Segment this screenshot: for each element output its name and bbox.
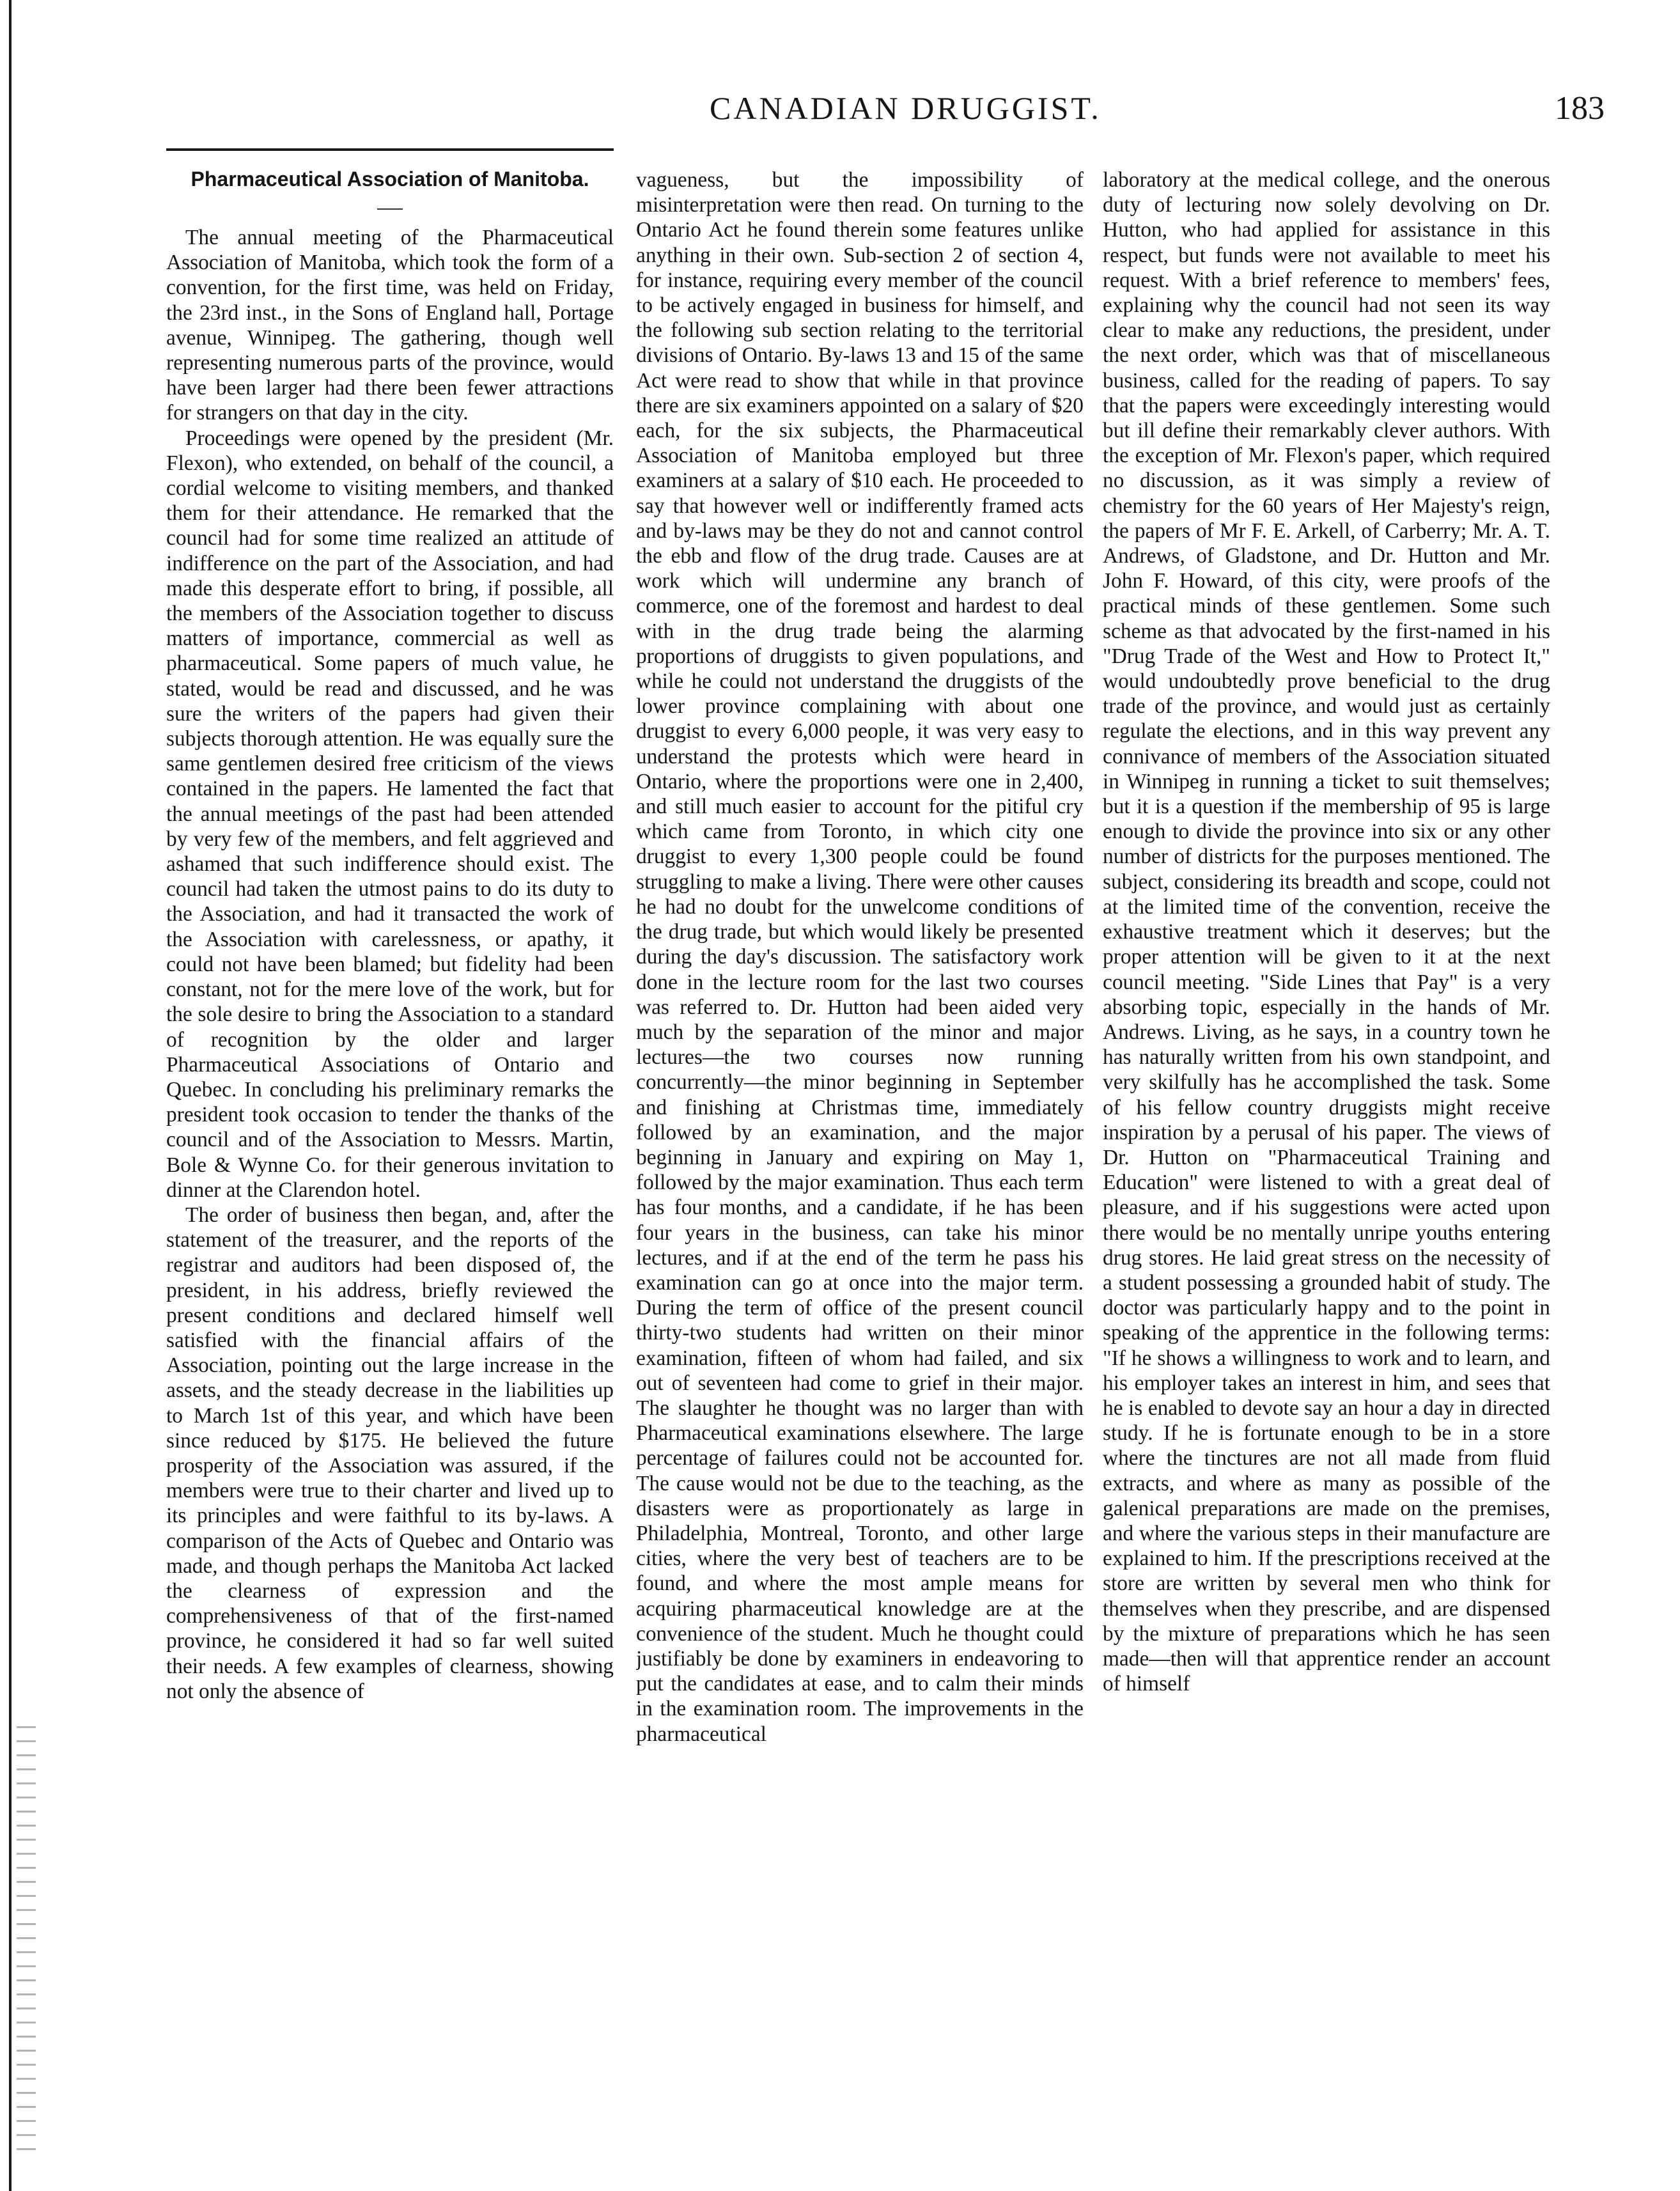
text-column-2 [636,168,1084,2169]
paragraph: Proceedings were opened by the president (Mr. Flexon), who extended, on behalf of the council, a cordial welcome to visiting members, and thanked them for their attendance. He remarked that the council had for some time realized an attitude of indifference on the part of the Association, and had made this desperate effort to bring, if possible, all the members of the Association together to discuss matters of importance, commercial as well as pharmaceutical. Some papers of much value, he stated, would be read and discussed, and he was sure the writers of the papers had given their subjects thorough attention. He was equally sure the same gentlemen desired free criticism of the views contained in the papers. He lamented the fact that the annual meetings of the past had been attended by very few of the members, and felt aggrieved and ashamed that such indifference should exist. The council had taken the utmost pains to do its duty to the Association, and had it transacted the work of the Association with carelessness, or apathy, it could not have been blamed; but fidelity had been constant, not for the mere love of the work, but for the sole desire to bring the Association to a standard of recognition by the older and larger Pharmaceutical Associations of Ontario and Quebec. In concluding his preliminary remarks the president took occasion to tender the thanks of the council and of the Association to Messrs. Martin, Bole & Wynne Co. for their generous invitation to dinner at the Clarendon hotel. [166,426,614,1202]
paragraph: The annual meeting of the Pharmaceutical Association of Manitoba, which took the form of a convention, for the first time, was held on Friday, the 23rd inst., in the Sons of England hall, Portage avenue, Winnipeg. The gathering, though well representing numerous parts of the province, would have been larger had there been fewer attractions for strangers on that day in the city. [166,226,614,425]
article-title: Pharmaceutical Association of Manitoba. [191,168,589,191]
paragraph: laboratory at the medical college, and the onerous duty of lecturing now solely devolving on Dr. Hutton, who had applied for assistance in this respect, but funds were not available to meet his request. With a brief reference to members' fees, explaining why the council had not seen its way clear to make any reductions, the president, under the next order, which was that of miscellaneous business, called for the reading of papers. To say that the papers were exceedingly interesting would but ill define their remarkably clever authors. With the exception of Mr. Flexon's paper, which required no discussion, as it was simply a review of chemistry for the 60 years of Her Majesty's reign, the papers of Mr F. E. Arkell, of Carberry; Mr. A. T. Andrews, of Gladstone, and Dr. Hutton and Mr. John F. Howard, of this city, were proofs of the practical minds of these gentlemen. Some such scheme as that advocated by the first-named in his "Drug Trade of the West and How to Protect It," would undoubtedly prove beneficial to the drug trade of the province, and would just as certainly regulate the elections, and in this way prevent any connivance of members of the Association situated in Winnipeg in running a ticket to suit themselves; but it is a question if the membership of 95 is large enough to divide the province into six or any other number of districts for the purposes mentioned. The subject, considering its breadth and scope, could not at the limited time of the convention, receive the exhaustive treatment which it deserves; but the proper attention will be given to it at the next council meeting. "Side Lines that Pay" is a very absorbing topic, especially in the hands of Mr. Andrews. Living, as he says, in a country town he has naturally written from his own standpoint, and very skilfully has he accomplished the task. Some of his fellow country druggists might receive inspiration by a perusal of his paper. The views of Dr. Hutton on "Pharmaceutical Training and Education" were listened to with a great deal of pleasure, and if his suggestions were acted upon there would be no mentally unripe youths entering drug stores. He laid great stress on the necessity of a student possessing a grounded habit of study. The doctor was particularly happy and to the point in speaking of the apprentice in the following terms: "If he shows a willingness to work and to learn, and his employer takes an interest in him, and sees that he is enabled to devote say an hour a day in directed study. If he is fortunate enough to be in a store where the tinctures are not all made from fluid extracts, and where as many as possible of the galenical preparations are made on the premises, and where the various steps in their manufacture are explained to him. If the prescriptions received at the store are written by several men who think for themselves when they prescribe, and are dispensed by the mixture of preparations which he has seen made—then will that apprentice render an account of himself [1103,168,1550,1696]
title-rule [377,208,403,210]
page-binding-edge [9,0,12,2191]
paragraph: The order of business then began, and, after the statement of the treasurer, and the reports of the registrar and auditors had been disposed of, the president, in his address, briefly reviewed the present conditions and declared himself well satisfied with the financial affairs of the Association, pointing out the large increase in the assets, and the steady decrease in the liabilities up to March 1st of this year, and which have been since reduced by $175. He believed the future prosperity of the Association was assured, if the members were true to their charter and lived up to its principles and were faithful to its by-laws. A comparison of the Acts of Quebec and Ontario was made, and though perhaps the Manitoba Act lacked the clearness of expression and the comprehensiveness of that of the first-named province, he considered it had so far well suited their needs. A few examples of clearness, showing not only the absence of [166,1203,614,1703]
running-head [166,90,1605,141]
text-column-1 [166,163,614,2164]
paragraph: vagueness, but the impossibility of misinterpretation were then read. On turning to the Ontario Act he found therein some features unlike anything in their own. Sub-section 2 of section 4, for instance, requiring every member of the council to be actively engaged in business for himself, and the following sub section relating to the territorial divisions of Ontario. By-laws 13 and 15 of the same Act were read to show that while in that province there are six examiners appointed on a salary of $20 each, for the six subjects, the Pharmaceutical Association of Manitoba employed but three examiners at a salary of $10 each. He proceeded to say that however well or indifferently framed acts and by-laws may be they do not and cannot control the ebb and flow of the drug trade. Causes are at work which will undermine any branch of commerce, one of the foremost and hardest to deal with in the drug trade being the alarming proportions of druggists to given populations, and while he could not understand the druggists of the lower province complaining with about one druggist to every 6,000 people, it was very easy to understand the protests which were heard in Ontario, where the proportions were one in 2,400, and still much easier to account for the pitiful cry which came from Toronto, in which city one druggist to every 1,300 people could be found struggling to make a living. There were other causes he had no doubt for the unwelcome conditions of the drug trade, but which would likely be presented during the day's discussion. The satisfactory work done in the lecture room for the last two courses was referred to. Dr. Hutton had been aided very much by the separation of the minor and major lectures—the two courses now running concurrently—the minor beginning in September and finishing at Christmas time, immediately followed by an examination, and the major beginning in January and expiring on May 1, followed by the major examination. Thus each term has four months, and a candidate, if he has been four years in the business, can take his minor lectures, and if at the end of the term he pass his examination can go at once into the major term. During the term of office of the present council thirty-two students had written on their minor examination, fifteen of whom had failed, and six out of seventeen had come to grief in their major. The slaughter he thought was no larger than with Pharmaceutical examinations elsewhere. The large percentage of failures could not be accounted for. The cause would not be due to the teaching, as the disasters were as proportionately as large in Philadelphia, Montreal, Toronto, and other large cities, where the very best of teachers are to be found, and where the most ample means for acquiring pharmaceutical knowledge are at the convenience of the student. Much he thought could justifiably be done by examiners in endeavoring to put the candidates at ease, and to calm their minds in the examination room. The improvements in the pharmaceutical [636,168,1084,1746]
binding-marks [17,1726,36,2161]
header-rule [166,148,614,151]
page-number: 183 [1555,90,1605,127]
journal-title: CANADIAN DRUGGIST. [710,90,1101,126]
text-column-3 [1103,168,1550,2169]
